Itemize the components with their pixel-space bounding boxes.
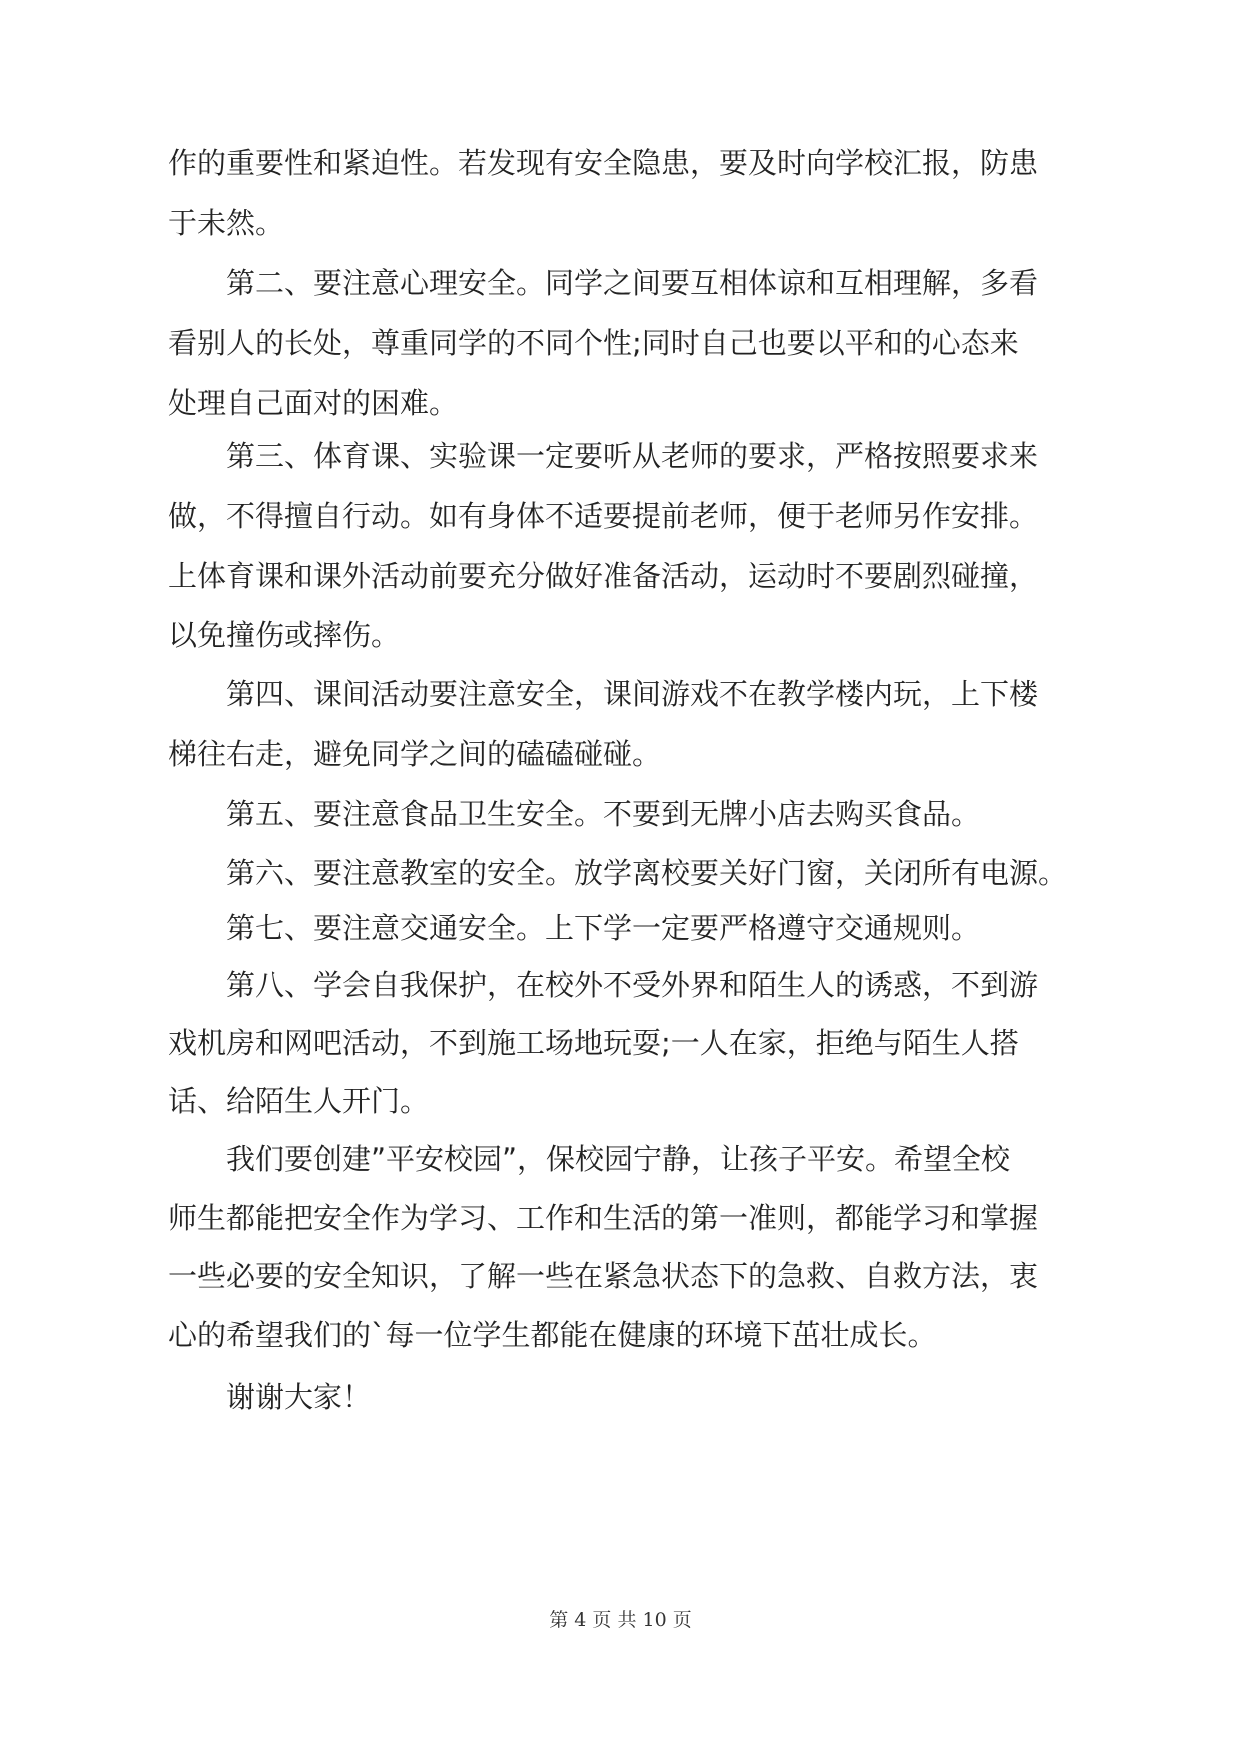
body-line-16: 戏机房和网吧活动，不到施工场地玩耍;一人在家，拒绝与陌生人搭 <box>168 1026 1019 1060</box>
body-line-21: 心的希望我们的`每一位学生都能在健康的环境下茁壮成长。 <box>168 1318 937 1352</box>
body-line-3: 第二、要注意心理安全。同学之间要互相体谅和互相理解，多看 <box>226 266 1039 300</box>
body-line-1: 作的重要性和紧迫性。若发现有安全隐患，要及时向学校汇报，防患 <box>168 146 1039 180</box>
body-line-18: 我们要创建”平安校园”，保校园宁静，让孩子平安。希望全校 <box>226 1142 1011 1176</box>
page-number-footer: 第 4 页 共 10 页 <box>549 1609 692 1631</box>
body-line-9: 以免撞伤或摔伤。 <box>168 618 401 652</box>
body-line-7: 做，不得擅自行动。如有身体不适要提前老师，便于老师另作安排。 <box>168 499 1039 533</box>
body-line-12: 第五、要注意食品卫生安全。不要到无牌小店去购买食品。 <box>226 797 981 831</box>
body-line-6: 第三、体育课、实验课一定要听从老师的要求，严格按照要求来 <box>226 439 1039 473</box>
body-line-5: 处理自己面对的困难。 <box>168 386 459 420</box>
body-line-2: 于未然。 <box>168 206 285 240</box>
body-line-15: 第八、学会自我保护，在校外不受外界和陌生人的诱惑，不到游 <box>226 968 1039 1002</box>
body-line-22: 谢谢大家！ <box>226 1380 372 1414</box>
body-line-13: 第六、要注意教室的安全。放学离校要关好门窗，关闭所有电源。 <box>226 856 1068 890</box>
body-line-14: 第七、要注意交通安全。上下学一定要严格遵守交通规则。 <box>226 911 981 945</box>
body-line-19: 师生都能把安全作为学习、工作和生活的第一准则，都能学习和掌握 <box>168 1201 1039 1235</box>
body-line-17: 话、给陌生人开门。 <box>168 1084 430 1118</box>
body-line-11: 梯往右走，避免同学之间的磕磕碰碰。 <box>168 737 662 771</box>
body-line-4: 看别人的长处，尊重同学的不同个性;同时自己也要以平和的心态来 <box>168 326 1019 360</box>
body-line-8: 上体育课和课外活动前要充分做好准备活动，运动时不要剧烈碰撞， <box>168 559 1039 593</box>
body-line-20: 一些必要的安全知识，了解一些在紧急状态下的急救、自救方法，衷 <box>168 1259 1039 1293</box>
body-line-10: 第四、课间活动要注意安全，课间游戏不在教学楼内玩，上下楼 <box>226 677 1039 711</box>
